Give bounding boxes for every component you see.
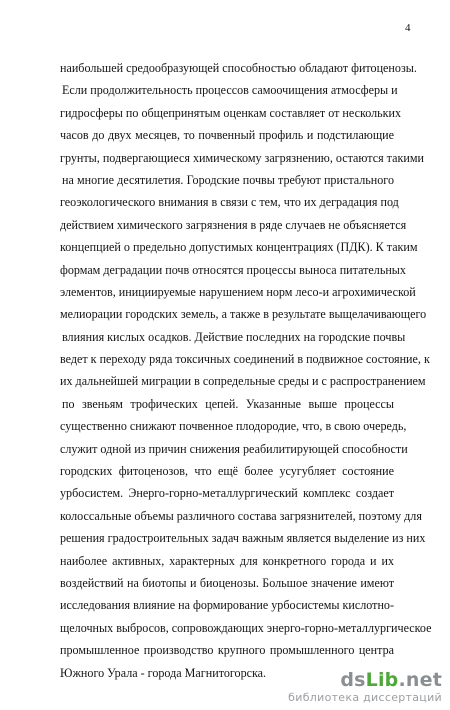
- page-number: 4: [405, 22, 411, 34]
- text-line: часов до двух месяцев, то почвенный профиль и подстилающие: [60, 128, 394, 143]
- text-line: гидросферы по общепринятым оценкам составляет от нескольких: [60, 105, 402, 120]
- text-line: наибольшей средообразующей способностью обладают фитоценозы.: [60, 61, 417, 75]
- text-line: по звеньям трофических цепей. Указанные выше процессы: [62, 396, 394, 411]
- watermark-logo-ds: ds: [340, 669, 366, 691]
- text-line: воздействий на биотопы и биоценозы. Большое значение имеют: [60, 575, 394, 590]
- text-line: решения градостроительных задач важным является выделение из них: [60, 531, 426, 546]
- text-line: городских фитоценозов, что ещё более усугубляет состояние: [60, 464, 394, 479]
- text-line: на многие десятилетия. Городские почвы требуют пристального: [62, 172, 394, 187]
- watermark-logo-net: .net: [398, 669, 442, 691]
- watermark-logo: [288, 669, 442, 691]
- text-line: колоссальные объемы различного состава загрязнителей, поэтому для: [60, 508, 422, 523]
- text-line: формам деградации почв относятся процессы выноса питательных: [60, 262, 406, 277]
- text-line: мелиорации городских земель, а также в результате выщелачивающего: [60, 307, 427, 322]
- text-line: щелочных выбросов, сопровождающих энерго-горно-металлургическое: [60, 620, 432, 635]
- text-line: Если продолжительность процессов самоочищения атмосферы и: [62, 83, 398, 98]
- dslib-watermark: [288, 669, 442, 704]
- text-line: концепцией о предельно допустимых концентрациях (ПДК). К таким: [60, 240, 418, 255]
- text-line: существенно снижают почвенное плодородие, что, в свою очередь,: [60, 419, 407, 434]
- text-line: грунты, подвергающиеся химическому загрязнению, остаются такими: [60, 150, 424, 165]
- text-line: их дальнейшей миграции в сопредельные среды и с распространением: [60, 374, 426, 389]
- text-line: Южного Урала - города Магнитогорска.: [60, 665, 267, 680]
- text-line: служит одной из причин снижения реабилитирующей способности: [60, 441, 408, 456]
- text-line: промышленное производство крупного промышленного центра: [60, 643, 394, 658]
- text-line: геоэкологического внимания в связи с тем, что их деградация под: [60, 195, 399, 210]
- text-line: наиболее активных, характерных для конкретного города и их: [60, 553, 394, 568]
- watermark-caption: библиотека диссертаций: [288, 691, 442, 704]
- text-line: урбосистем. Энерго-горно-металлургический комплекс создает: [60, 486, 394, 501]
- text-line: действием химического загрязнения в ряде случаев не объясняется: [60, 217, 407, 232]
- text-line: ведет к переходу ряда токсичных соединений в подвижное состояние, к: [60, 352, 430, 367]
- text-line: исследования влияние на формирование урбосистемы кислотно-: [60, 598, 394, 613]
- watermark-logo-lib: Lib: [365, 669, 399, 691]
- text-line: элементов, инициируемые нарушением норм лесо-и агрохимической: [60, 284, 416, 299]
- text-line: влияния кислых осадков. Действие последних на городские почвы: [62, 329, 406, 344]
